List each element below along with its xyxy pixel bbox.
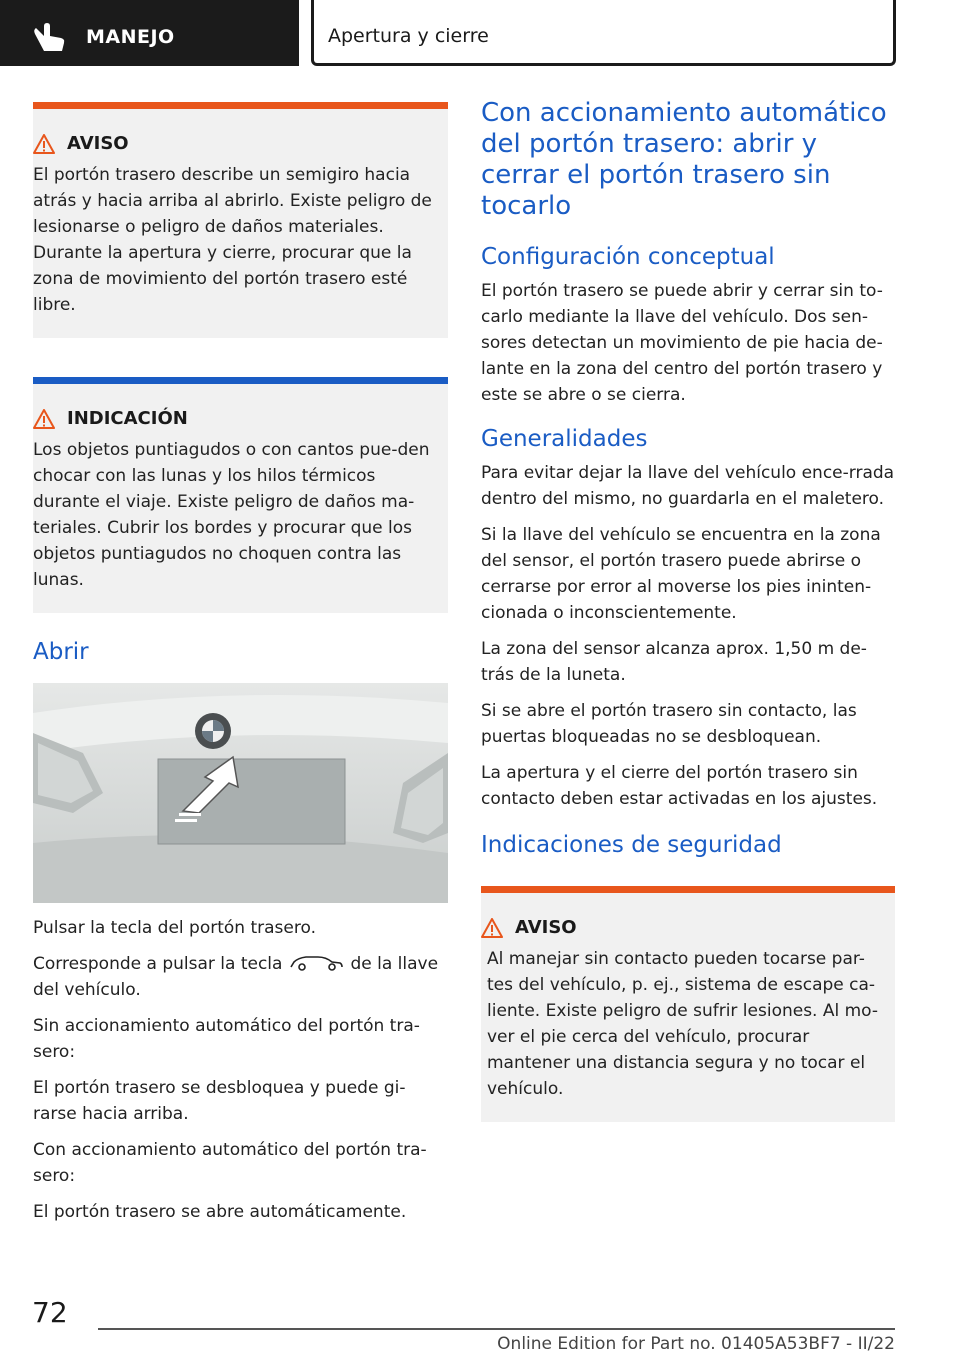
- edition-note: Online Edition for Part no. 01405A53BF7 - II/22: [497, 1334, 895, 1354]
- warning-triangle-icon: [481, 918, 503, 938]
- no-auto-label: Sin accionamiento automático del portón tra-sero:: [33, 1016, 420, 1062]
- section-heading: Con accionamiento automático del portón trasero: abrir y cerrar el portón trasero sin tocarlo: [481, 98, 887, 221]
- general-p4: Si se abre el portón trasero sin contacto, las puertas bloqueadas no se desbloquean.: [481, 701, 857, 747]
- warning-box: [33, 102, 448, 338]
- key-text-before: Corresponde a pulsar la tecla: [33, 954, 283, 974]
- concept-heading: Configuración conceptual: [481, 244, 775, 270]
- no-auto-text: El portón trasero se desbloquea y puede gi-rarse hacia arriba.: [33, 1078, 406, 1124]
- general-p1: Para evitar dejar la llave del vehículo ence-rrada dentro del mismo, no guardarla en el maletero.: [481, 463, 895, 509]
- warning-box-safety: [481, 886, 895, 1122]
- page-number: 72: [32, 1296, 68, 1329]
- warning-triangle-icon: [33, 134, 55, 154]
- hand-pointer-icon: [30, 22, 68, 52]
- key-paragraph: [33, 951, 448, 1003]
- note-box: [33, 377, 448, 613]
- key-text-after: de la llave del vehículo.: [33, 954, 439, 1000]
- auto-text: El portón trasero se abre automáticamente.: [33, 1202, 407, 1222]
- general-p2: Si la llave del vehículo se encuentra en la zona del sensor, el portón trasero puede abrirse o cerrarse por error al moverse los pies ininten-cionada o inconscientemente.: [481, 525, 881, 623]
- footer-divider: [98, 1328, 895, 1330]
- concept-text: El portón trasero se puede abrir y cerrar sin to-carlo mediante la llave del vehículo. Dos sen-sores detectan un movimiento de pie hacia de-lante en la zona del centro del portón trasero y este se abre o se cierra.: [481, 281, 883, 405]
- bmw-logo-icon: [195, 713, 231, 749]
- image-caption: Pulsar la tecla del portón trasero.: [33, 918, 316, 938]
- general-p5: La apertura y el cierre del portón trasero sin contacto deben estar activadas en los ajustes.: [481, 763, 878, 809]
- general-p3: La zona del sensor alcanza aprox. 1,50 m de-trás de la luneta.: [481, 639, 867, 685]
- general-heading: Generalidades: [481, 426, 648, 452]
- warning-text: El portón trasero describe un semigiro hacia atrás y hacia arriba al abrirlo. Existe peligro de lesionarse o peligro de daños materiales. Durante la apertura y cierre, procurar que la zona de movimiento del portón trasero esté libre.: [33, 165, 432, 315]
- right-column: [481, 98, 895, 1122]
- car-key-icon: [288, 953, 344, 971]
- tailgate-image: [33, 683, 448, 903]
- section-tab: [0, 0, 299, 66]
- chapter-title: Apertura y cierre: [328, 25, 489, 47]
- note-label: INDICACIÓN: [67, 408, 188, 429]
- section-title: MANEJO: [86, 26, 175, 48]
- note-text: Los objetos puntiagudos o con cantos pue-den chocar con las lunas y los hilos térmicos durante el viaje. Existe peligro de daños ma-teriales. Cubrir los bordes y procurar que los objetos puntiagudos no choquen contra las lunas.: [33, 440, 430, 590]
- warning-triangle-icon: [33, 409, 55, 429]
- auto-label: Con accionamiento automático del portón tra-sero:: [33, 1140, 427, 1186]
- heading-open: Abrir: [33, 639, 89, 665]
- chapter-tab: [311, 0, 896, 66]
- warning-label: AVISO: [515, 917, 577, 938]
- safety-heading: Indicaciones de seguridad: [481, 832, 782, 858]
- left-column: [33, 102, 448, 1235]
- warning-text: Al manejar sin contacto pueden tocarse par-tes del vehículo, p. ej., sistema de escape ca-liente. Existe peligro de sufrir lesiones. Al mo-ver el pie cerca del vehículo, procurar mantener una distancia segura y no tocar el vehículo.: [487, 949, 879, 1099]
- warning-label: AVISO: [67, 133, 129, 154]
